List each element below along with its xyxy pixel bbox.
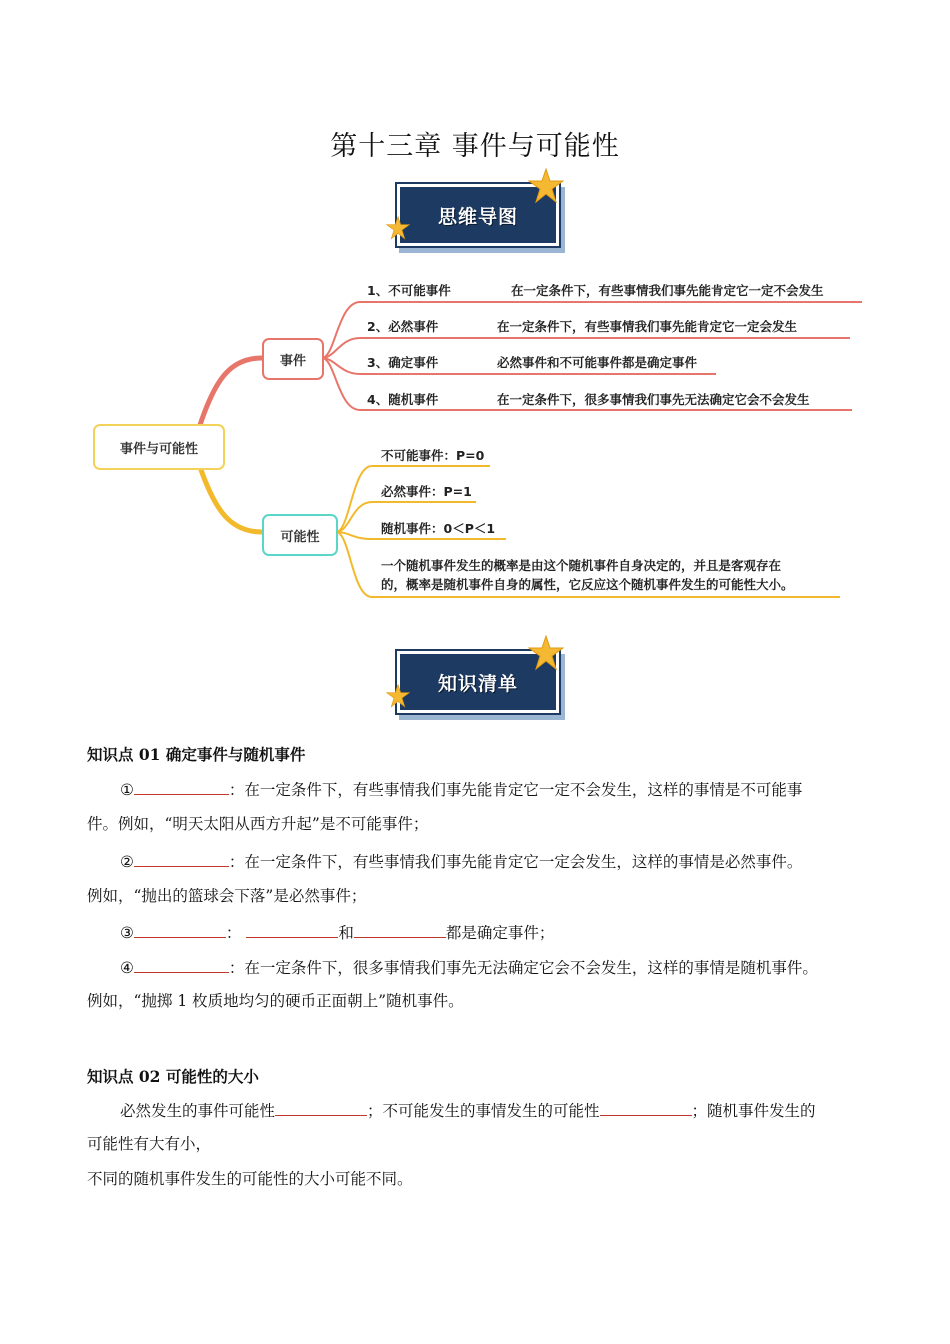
kp1-item1-line2: 件。例如，“明天太阳从西方升起”是不可能事件；	[87, 815, 429, 833]
possibility-note-line1: 一个随机事件发生的概率是由这个随机事件自身决定的，并且是客观存在	[381, 558, 782, 573]
kp2-line2: 可能性有大有小，	[87, 1135, 212, 1153]
kp1-item4-line2: 例如，“抛掷 1 枚质地均匀的硬币正面朝上”随机事件。	[87, 992, 464, 1010]
kp1-heading: 知识点 01 确定事件与随机事件	[87, 745, 306, 764]
event-name-determined: 3、确定事件	[367, 355, 439, 370]
mindmap-banner-label: 思维导图	[437, 205, 518, 228]
kp1-item2-line1	[120, 852, 802, 871]
fill-blank[interactable]	[354, 923, 446, 938]
kp1-item3	[120, 923, 554, 942]
kp1-item2-line2: 例如，“抛出的篮球会下落”是必然事件；	[87, 887, 367, 905]
fill-blank[interactable]	[600, 1101, 692, 1116]
mindmap-root-node: 事件与可能性	[93, 424, 225, 470]
kp1-item1-text: ：在一定条件下，有些事情我们事先能肯定它一定不会发生，这样的事情是不可能事	[228, 781, 803, 799]
event-desc-certain: 在一定条件下，有些事情我们事先能肯定它一定会发生	[497, 319, 798, 334]
page-title: 第十三章 事件与可能性	[330, 131, 620, 162]
kp2-heading: 知识点 02 可能性的大小	[87, 1067, 259, 1086]
star-icon	[386, 684, 410, 708]
event-desc-determined: 必然事件和不可能事件都是确定事件	[497, 355, 698, 370]
item-marker: ③	[120, 924, 134, 942]
mindmap-connectors	[0, 0, 950, 640]
possibility-item: 不可能事件：P=0	[381, 448, 485, 463]
kp1-item1-line1	[120, 780, 802, 799]
possibility-item: 随机事件：0＜P＜1	[381, 521, 496, 536]
kp2-text-a: 必然发生的事件可能性	[120, 1102, 276, 1120]
fill-blank[interactable]	[275, 1101, 367, 1116]
item-marker: ②	[120, 853, 134, 871]
possibility-note-line2: 的，概率是随机事件自身的属性，它反应这个随机事件发生的可能性大小。	[381, 577, 794, 592]
fill-blank[interactable]	[134, 852, 229, 867]
mindmap-events-node: 事件	[262, 338, 324, 380]
fill-blank[interactable]	[134, 923, 226, 938]
fill-blank[interactable]	[246, 923, 338, 938]
kp1-item3-end: 都是确定事件；	[445, 924, 555, 942]
knowledge-banner-label: 知识清单	[437, 672, 518, 695]
item-marker: ④	[120, 959, 134, 977]
event-name-impossible: 1、不可能事件	[367, 283, 451, 298]
event-desc-impossible: 在一定条件下，有些事情我们事先能肯定它一定不会发生	[511, 283, 824, 298]
mindmap-possibility-node: 可能性	[262, 514, 338, 556]
kp1-item3-and: 和	[338, 924, 354, 942]
event-name-certain: 2、必然事件	[367, 319, 439, 334]
event-desc-random: 在一定条件下，很多事情我们事先无法确定它会不会发生	[497, 392, 810, 407]
kp2-text-c: ；随机事件发生的	[691, 1102, 816, 1120]
kp1-item4-line1	[120, 958, 818, 977]
kp1-item3-colon: ：	[225, 924, 242, 942]
kp1-item2-text: ：在一定条件下，有些事情我们事先能肯定它一定会发生，这样的事情是必然事件。	[228, 853, 803, 871]
possibility-item: 必然事件：P=1	[381, 484, 472, 499]
item-marker: ①	[120, 781, 134, 799]
kp1-item4-text: ：在一定条件下，很多事情我们事先无法确定它会不会发生，这样的事情是随机事件。	[228, 959, 818, 977]
fill-blank[interactable]	[134, 958, 229, 973]
star-icon	[528, 635, 564, 671]
kp2-text-b: ；不可能发生的事情发生的可能性	[367, 1102, 600, 1120]
fill-blank[interactable]	[134, 780, 229, 795]
kp2-line1	[120, 1101, 816, 1120]
event-name-random: 4、随机事件	[367, 392, 439, 407]
kp2-line3: 不同的随机事件发生的可能性的大小可能不同。	[87, 1170, 413, 1188]
